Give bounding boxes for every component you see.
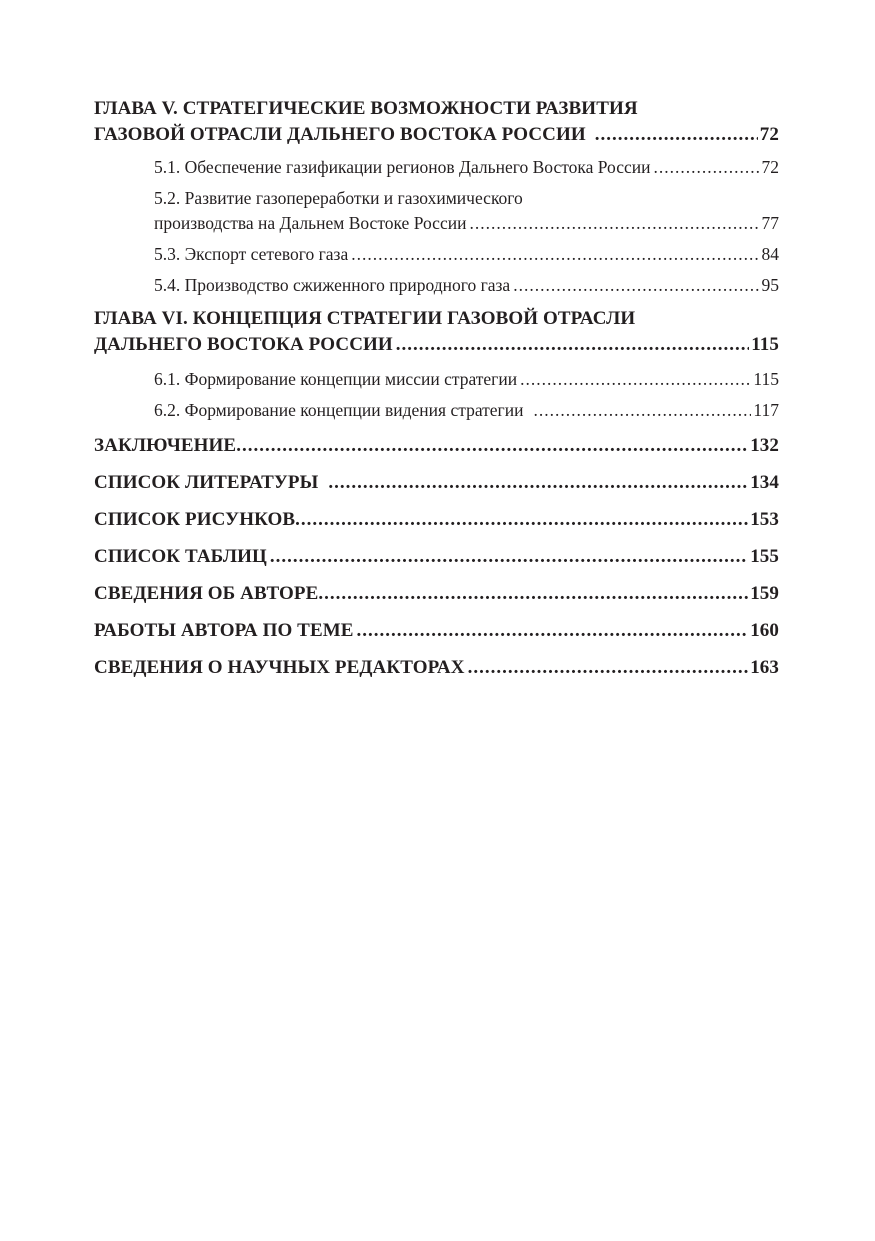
toc-section-page: 84 bbox=[761, 244, 779, 264]
toc-section-5-2 bbox=[94, 186, 779, 236]
toc-chapter-6-page: 115 bbox=[751, 334, 779, 355]
toc-references bbox=[94, 470, 779, 496]
toc-section-page: 115 bbox=[753, 369, 779, 389]
dot-leader bbox=[270, 544, 748, 570]
dot-leader bbox=[520, 367, 751, 392]
dot-leader bbox=[328, 470, 748, 496]
dot-leader bbox=[236, 433, 748, 459]
dot-leader bbox=[351, 242, 759, 267]
dot-leader bbox=[357, 618, 749, 644]
toc-entry-title: СПИСОК ТАБЛИЦ bbox=[94, 546, 267, 567]
toc-section-entry bbox=[154, 211, 779, 236]
toc-section-5-4 bbox=[94, 273, 779, 298]
toc-section-title-line2: производства на Дальнем Востоке России bbox=[154, 213, 467, 233]
dot-leader bbox=[513, 273, 759, 298]
toc-section-page: 77 bbox=[761, 213, 779, 233]
toc-entry-page: 134 bbox=[750, 472, 779, 493]
dot-leader bbox=[595, 122, 758, 148]
toc-entry-page: 159 bbox=[750, 583, 779, 604]
toc-chapter-5 bbox=[94, 96, 779, 148]
toc-section-page: 95 bbox=[761, 275, 779, 295]
toc-chapter-5-page: 72 bbox=[759, 124, 779, 145]
dot-leader bbox=[295, 507, 748, 533]
toc-entry-page: 132 bbox=[750, 435, 779, 456]
table-of-contents bbox=[94, 96, 779, 692]
toc-section-5-1 bbox=[94, 155, 779, 180]
dot-leader bbox=[396, 332, 749, 358]
dot-leader bbox=[469, 211, 759, 236]
toc-section-title: 5.4. Производство сжиженного природного газа bbox=[154, 275, 511, 295]
toc-chapter-5-entry bbox=[94, 122, 779, 148]
toc-chapter-6 bbox=[94, 306, 779, 358]
toc-chapter-6-title-line2: ДАЛЬНЕГО ВОСТОКА РОССИИ bbox=[94, 334, 393, 355]
toc-chapter-5-title-line1: ГЛАВА V. СТРАТЕГИЧЕСКИЕ ВОЗМОЖНОСТИ РАЗВИТИЯ bbox=[94, 98, 638, 119]
toc-chapter-6-entry bbox=[94, 332, 779, 358]
toc-entry-title: ЗАКЛЮЧЕНИЕ bbox=[94, 435, 237, 456]
dot-leader bbox=[533, 398, 751, 423]
toc-section-6-2 bbox=[94, 398, 779, 423]
toc-entry-title: СВЕДЕНИЯ О НАУЧНЫХ РЕДАКТОРАХ bbox=[94, 657, 465, 678]
toc-entry-title: СПИСОК РИСУНКОВ bbox=[94, 509, 296, 530]
toc-entry-title: СВЕДЕНИЯ ОБ АВТОРЕ bbox=[94, 583, 319, 604]
toc-conclusion bbox=[94, 433, 779, 459]
dot-leader bbox=[468, 655, 749, 681]
toc-author-works bbox=[94, 618, 779, 644]
toc-entry-title: РАБОТЫ АВТОРА ПО ТЕМЕ bbox=[94, 620, 354, 641]
toc-section-page: 72 bbox=[761, 157, 779, 177]
toc-list-of-figures bbox=[94, 507, 779, 533]
dot-leader bbox=[318, 581, 748, 607]
toc-chapter-6-title-line1: ГЛАВА VI. КОНЦЕПЦИЯ СТРАТЕГИИ ГАЗОВОЙ ОТРАСЛИ bbox=[94, 308, 636, 329]
toc-section-title: 5.3. Экспорт сетевого газа bbox=[154, 244, 349, 264]
toc-entry-page: 153 bbox=[750, 509, 779, 530]
dot-leader bbox=[654, 155, 760, 180]
toc-section-title: 5.1. Обеспечение газификации регионов Дальнего Востока России bbox=[154, 157, 651, 177]
toc-about-author bbox=[94, 581, 779, 607]
toc-section-5-3 bbox=[94, 242, 779, 267]
toc-section-title-line1: 5.2. Развитие газопереработки и газохимического bbox=[154, 188, 523, 208]
toc-section-page: 117 bbox=[753, 400, 779, 420]
toc-entry-title: СПИСОК ЛИТЕРАТУРЫ bbox=[94, 472, 319, 493]
toc-entry-page: 160 bbox=[750, 620, 779, 641]
toc-chapter-5-title-line2: ГАЗОВОЙ ОТРАСЛИ ДАЛЬНЕГО ВОСТОКА РОССИИ bbox=[94, 124, 586, 145]
toc-entry-page: 155 bbox=[750, 546, 779, 567]
toc-section-title: 6.1. Формирование концепции миссии стратегии bbox=[154, 369, 518, 389]
toc-entry-page: 163 bbox=[750, 657, 779, 678]
toc-scientific-editors bbox=[94, 655, 779, 681]
toc-list-of-tables bbox=[94, 544, 779, 570]
toc-section-title: 6.2. Формирование концепции видения стратегии bbox=[154, 400, 524, 420]
toc-section-6-1 bbox=[94, 367, 779, 392]
